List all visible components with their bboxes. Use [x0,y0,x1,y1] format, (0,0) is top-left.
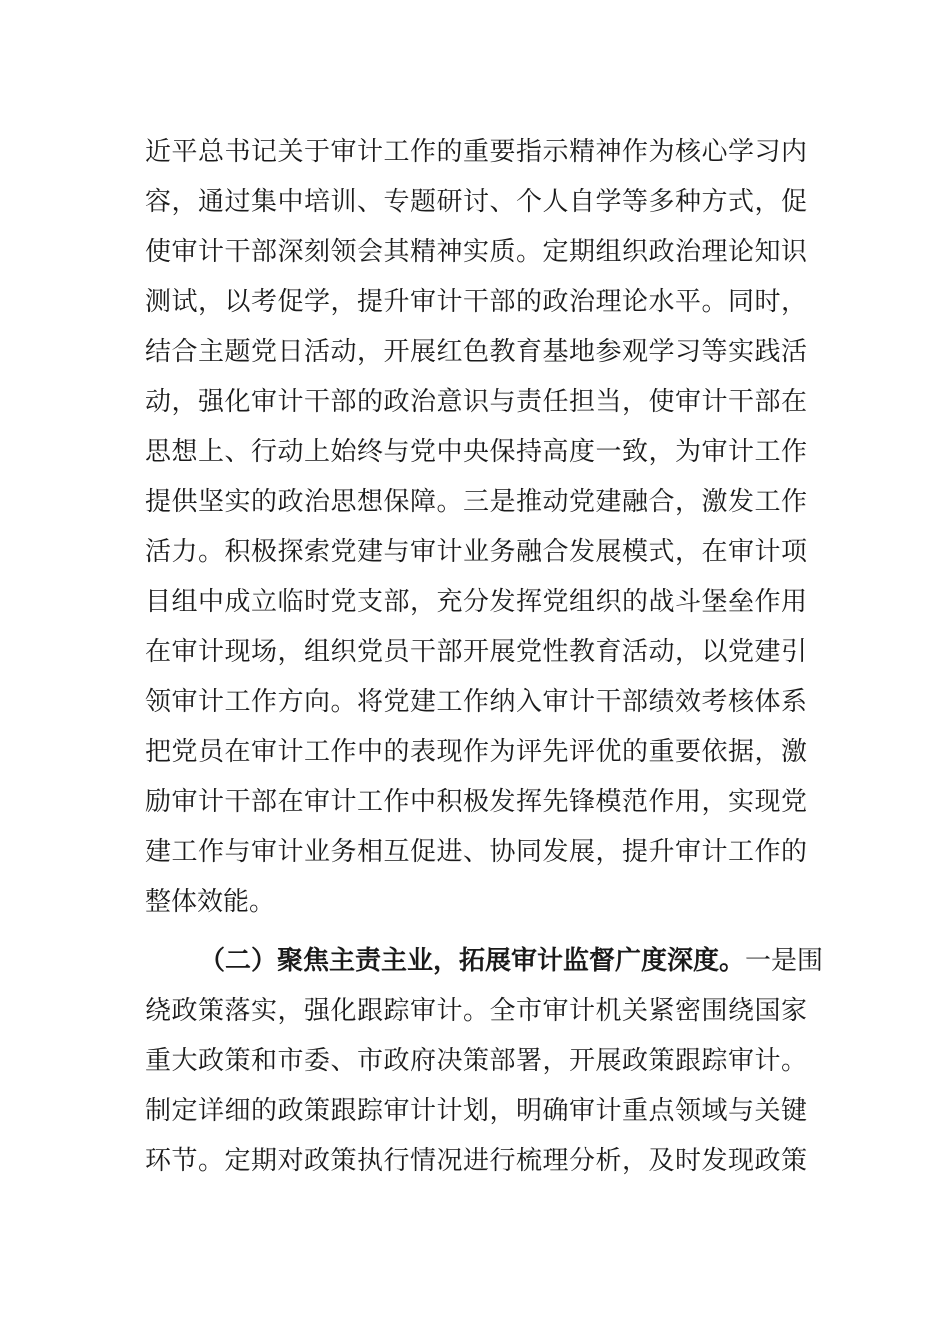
paragraph-line: 容，通过集中培训、专题研讨、个人自学等多种方式，促 [145,187,807,217]
paragraph-1 [145,127,807,927]
paragraph-2 [145,936,824,1186]
paragraph-line: 动，强化审计干部的政治意识与责任担当，使审计干部在 [145,387,807,417]
paragraph-line: 励审计干部在审计工作中积极发挥先锋模范作用，实现党 [145,787,807,817]
paragraph-line: 建工作与审计业务相互促进、协同发展，提升审计工作的 [145,837,807,867]
paragraph-line: 思想上、行动上始终与党中央保持高度一致，为审计工作 [145,437,807,467]
paragraph-line: 活力。积极探索党建与审计业务融合发展模式，在审计项 [145,537,807,567]
paragraph-line: 提供坚实的政治思想保障。三是推动党建融合，激发工作 [145,487,807,517]
paragraph-first-line [145,936,824,986]
paragraph-line: 测试，以考促学，提升审计干部的政治理论水平。同时， [145,287,807,317]
paragraph-line: 在审计现场，组织党员干部开展党性教育活动，以党建引 [145,637,807,667]
paragraph-line: 使审计干部深刻领会其精神实质。定期组织政治理论知识 [145,237,807,267]
paragraph-line: 把党员在审计工作中的表现作为评先评优的重要依据，激 [145,737,807,767]
paragraph-text: 一是围 [745,946,824,976]
paragraph-line: 制定详细的政策跟踪审计计划，明确审计重点领域与关键 [145,1096,807,1126]
paragraph-line: 近平总书记关于审计工作的重要指示精神作为核心学习内 [145,137,807,167]
paragraph-line: 绕政策落实，强化跟踪审计。全市审计机关紧密围绕国家 [145,996,807,1026]
paragraph-line: 目组中成立临时党支部，充分发挥党组织的战斗堡垒作用 [145,587,807,617]
paragraph-line: 环节。定期对政策执行情况进行梳理分析，及时发现政策 [145,1146,807,1176]
paragraph-line: 结合主题党日活动，开展红色教育基地参观学习等实践活 [145,337,807,367]
paragraph-line: 整体效能。 [145,887,276,917]
paragraph-line: 重大政策和市委、市政府决策部署，开展政策跟踪审计。 [145,1046,807,1076]
paragraph-line: 领审计工作方向。将党建工作纳入审计干部绩效考核体系 [145,687,807,717]
section-heading: （二）聚焦主责主业，拓展审计监督广度深度。 [199,946,746,976]
